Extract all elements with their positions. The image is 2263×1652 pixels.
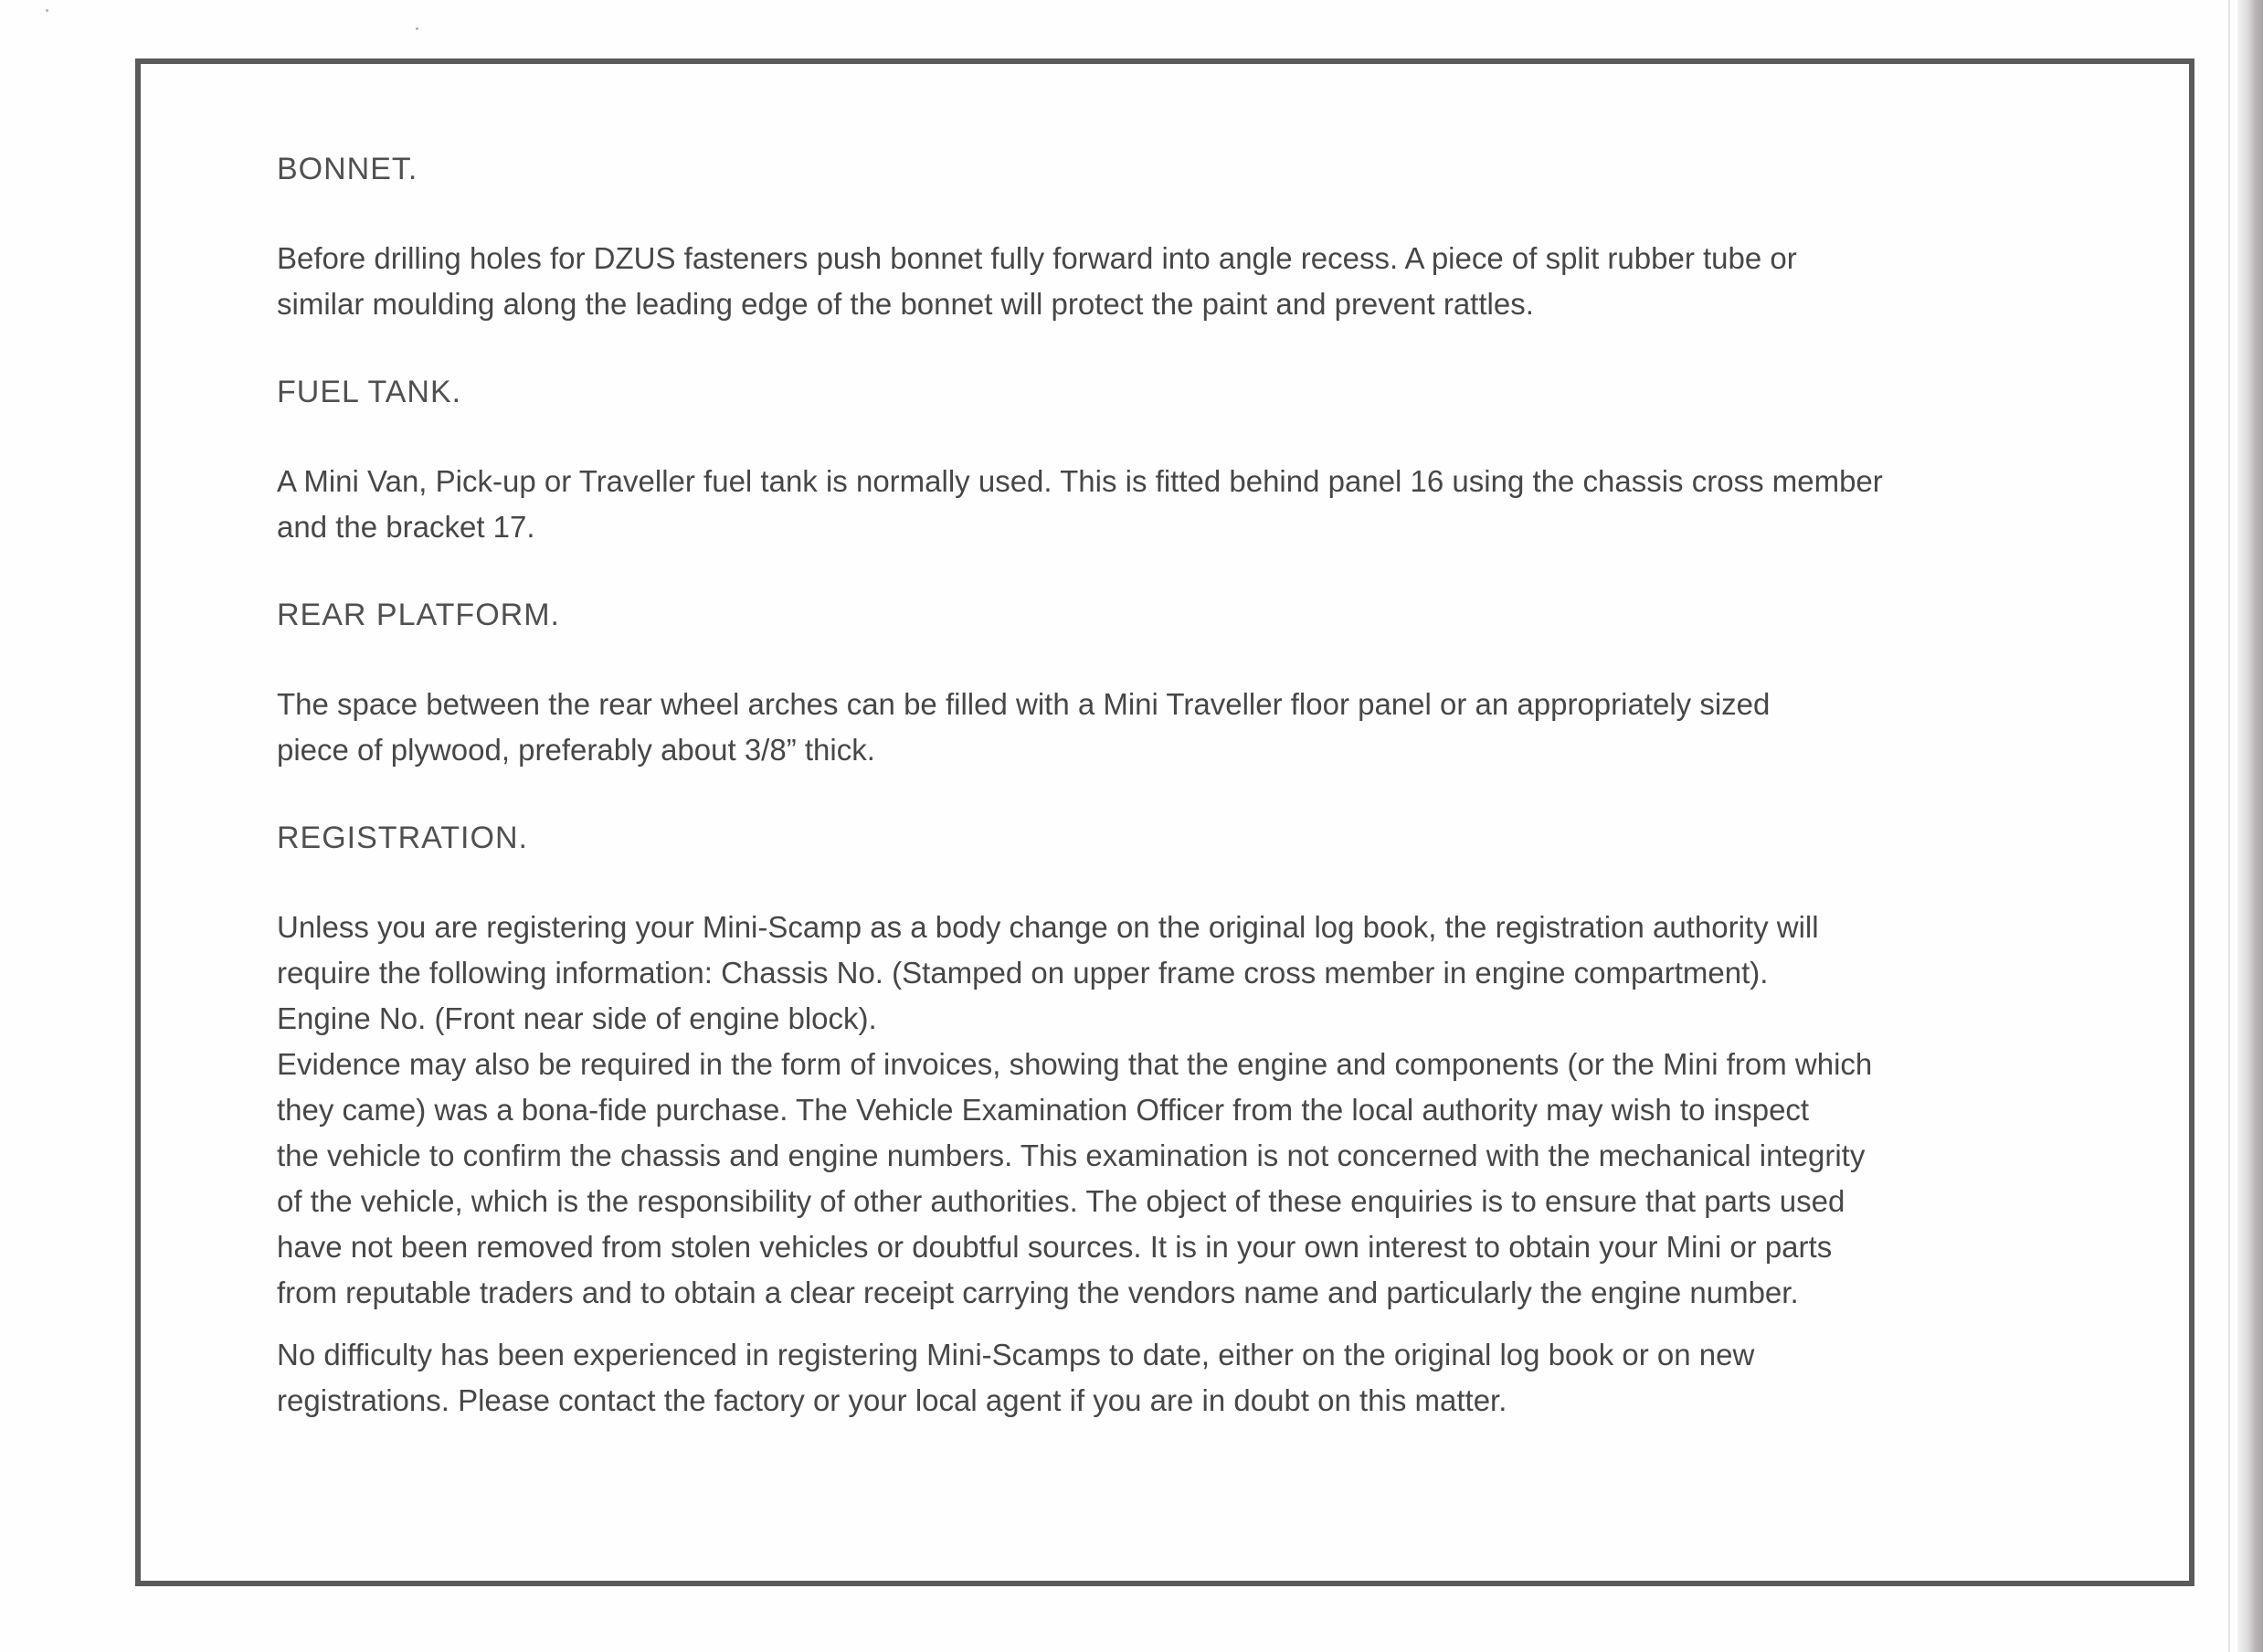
section-paragraph-fuel-tank: A Mini Van, Pick-up or Traveller fuel tank is normally used. This is fitted behind panel 16 using the chassis cross member and the bracket 17.: [277, 464, 1883, 544]
document-body: [277, 146, 2141, 1424]
section-heading-registration: REGISTRATION.: [277, 821, 528, 855]
section-heading-bonnet: BONNET.: [277, 152, 418, 186]
paper-speck: [46, 9, 48, 12]
section-paragraph-registration-requirements: Unless you are registering your Mini-Scamp as a body change on the original log book, the registration authority will require the following information: Chassis No. (Stamped on upper frame cross member in engine compartment). Engine No. (Front near side of engine block). Evidence may also be required in the form of invoices, showing that the engine and components (or the Mini from which they came) was a bona-fide purchase. The Vehicle Examination Officer from the local authority may wish to inspect the vehicle to confirm the chassis and engine numbers. This examination is not concerned with the mechanical integrity of the vehicle, which is the responsibility of other authorities. The object of these enquiries is to ensure that parts used have not been removed from stolen vehicles or doubtful sources. It is in your own interest to obtain your Mini or parts from reputable traders and to obtain a clear receipt carrying the vendors name and particularly the engine number.: [277, 910, 1873, 1309]
section-heading-rear-platform: REAR PLATFORM.: [277, 598, 560, 632]
section-paragraph-rear-platform: The space between the rear wheel arches can be filled with a Mini Traveller floor panel or an appropriately sized piece of plywood, preferably about 3/8” thick.: [277, 687, 1771, 767]
page-binding-edge: [2237, 0, 2263, 1652]
section-paragraph-registration-note: No difficulty has been experienced in registering Mini-Scamps to date, either on the original log book or on new registrations. Please contact the factory or your local agent if you are in doubt on this matter.: [277, 1338, 1755, 1417]
paper-speck: [416, 27, 418, 30]
section-heading-fuel-tank: FUEL TANK.: [277, 375, 462, 409]
page-binding-line: [2228, 0, 2230, 1652]
section-paragraph-bonnet: Before drilling holes for DZUS fasteners push bonnet fully forward into angle recess. A piece of split rubber tube or similar moulding along the leading edge of the bonnet will protect the paint and prevent rattles.: [277, 241, 1797, 321]
